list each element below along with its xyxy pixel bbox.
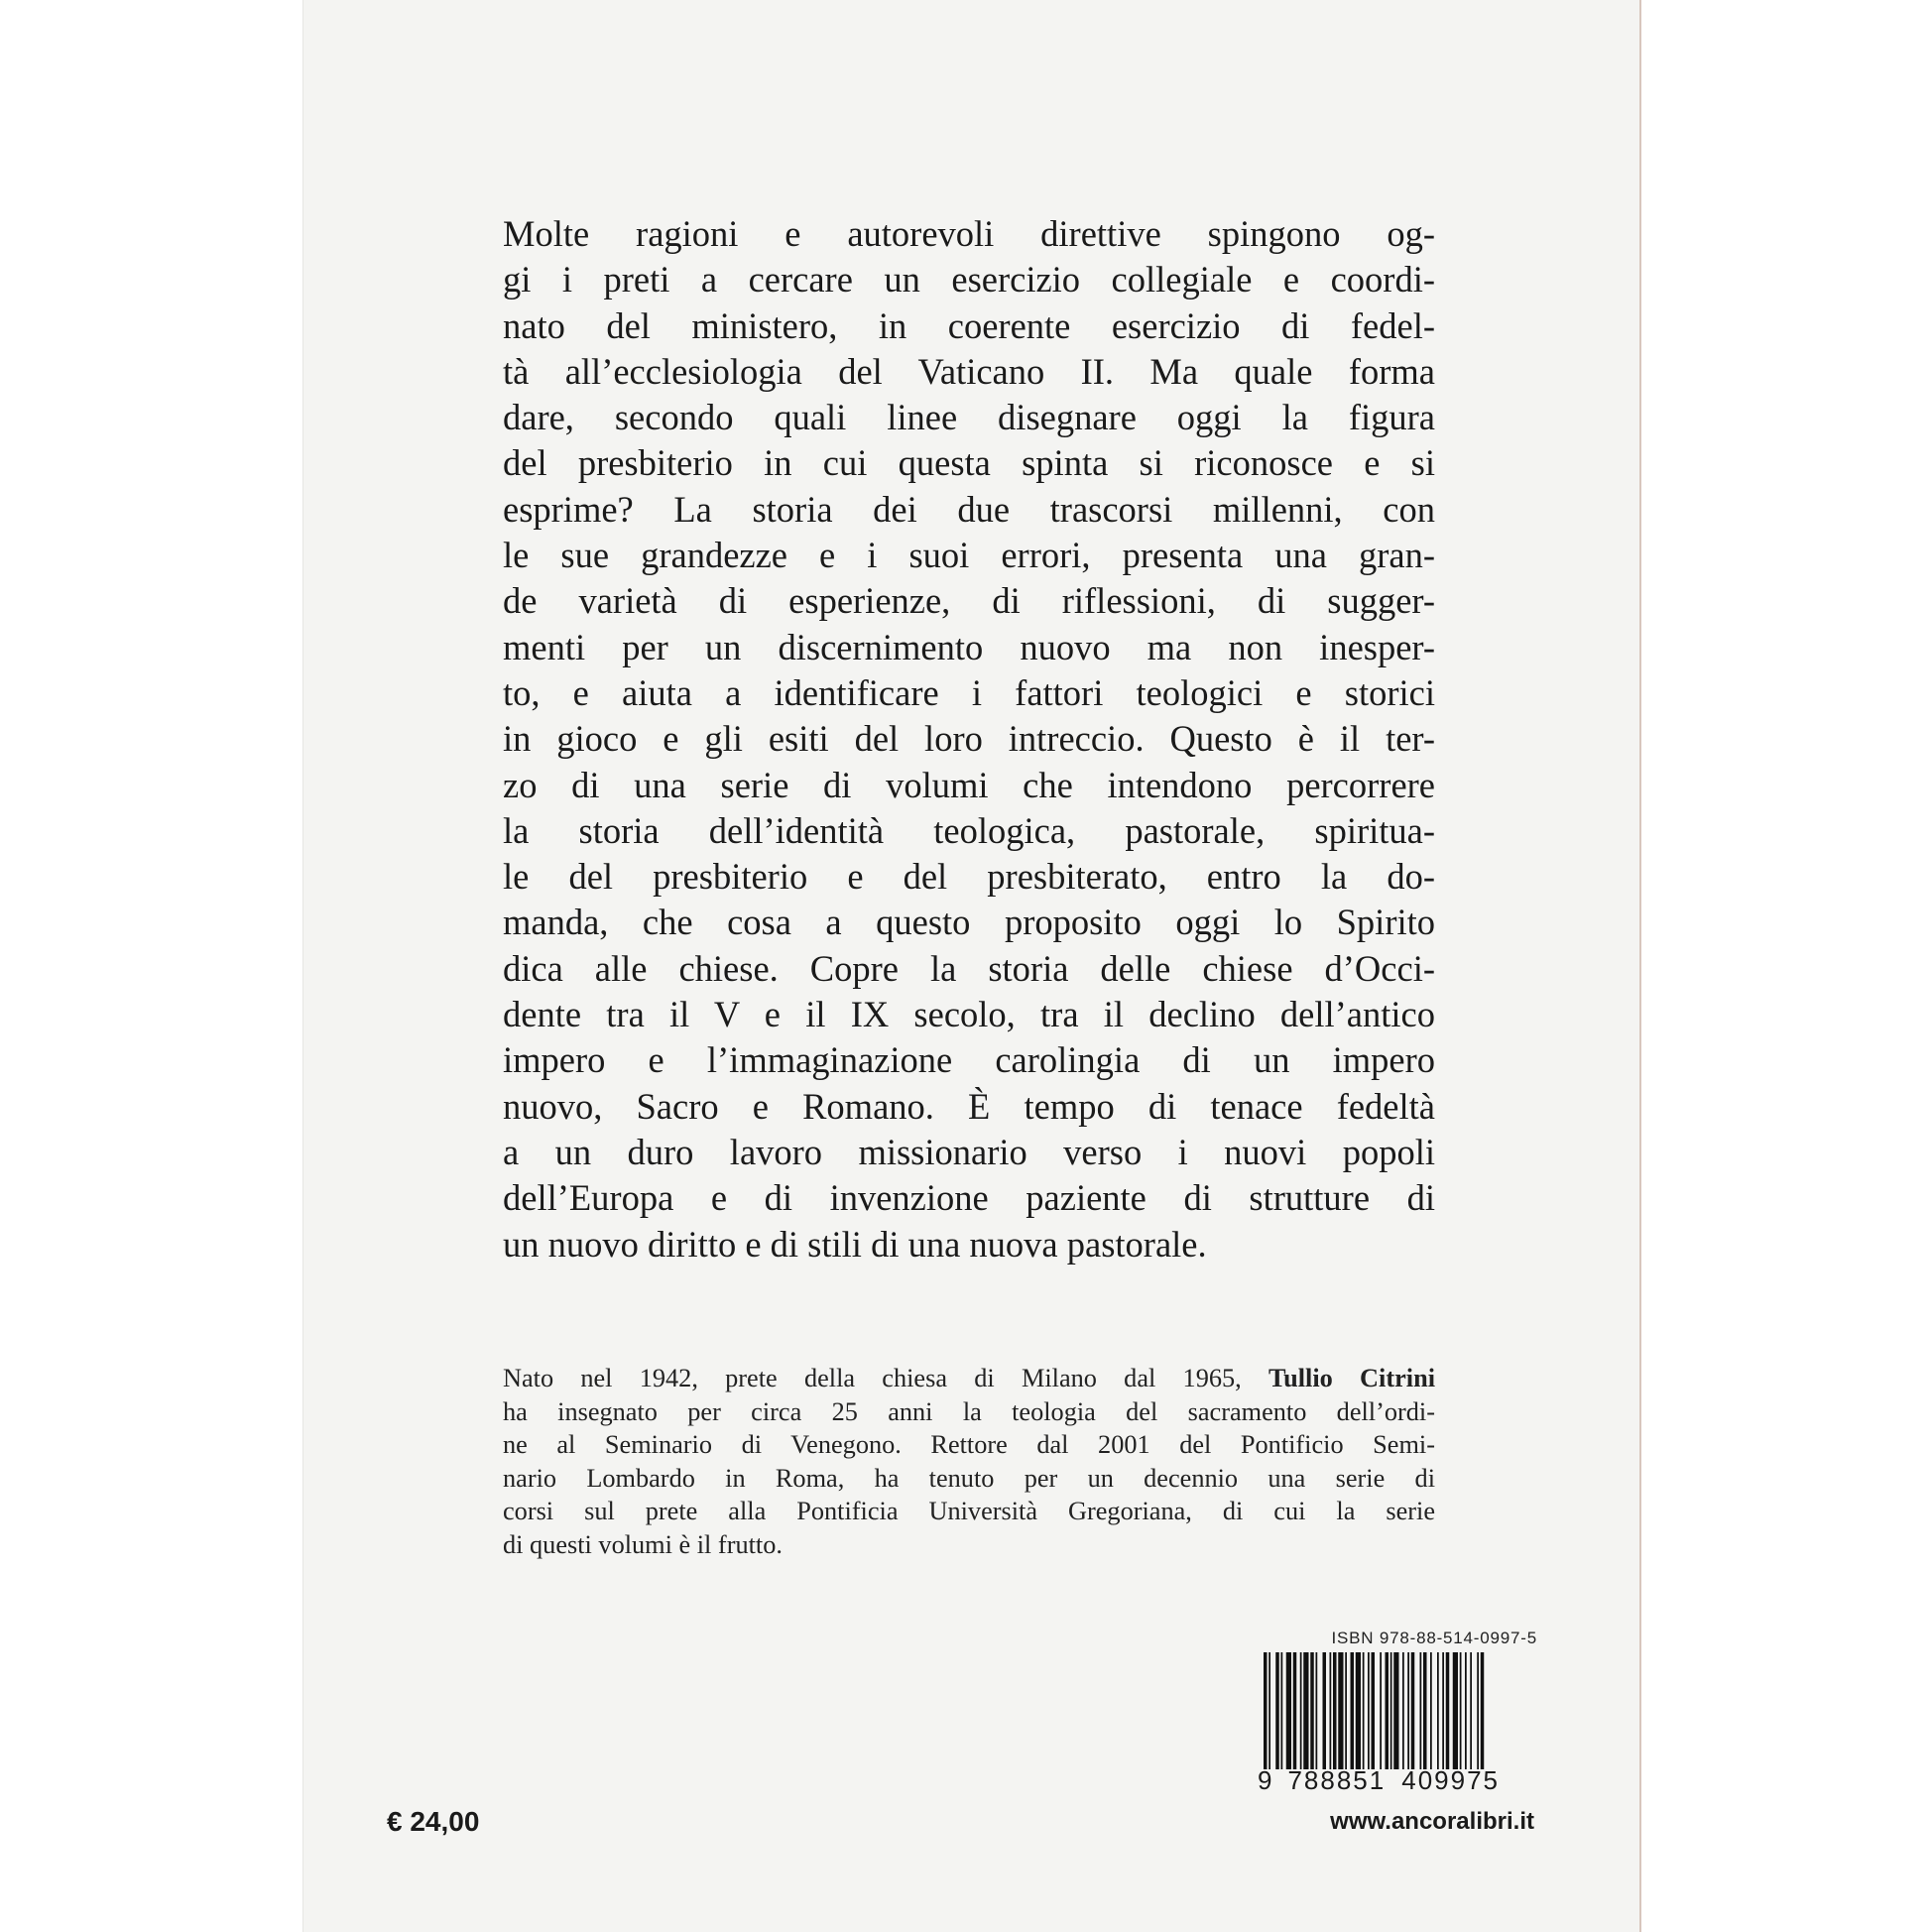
blurb-line: zo di una serie di volumi che intendono percorrere	[503, 764, 1435, 805]
blurb-line: le del presbiterio e del presbiterato, entro la do-	[503, 856, 1435, 898]
isbn-label: ISBN 978-88-514-0997-5	[1331, 1629, 1537, 1647]
blurb-line: dell’Europa e di invenzione paziente di strutture di	[503, 1177, 1435, 1219]
blurb-line: dica alle chiese. Copre la storia delle chiese d’Occi-	[503, 947, 1435, 989]
author-bio	[503, 1362, 1435, 1561]
publisher-website[interactable]: www.ancoralibri.it	[1330, 1808, 1534, 1835]
blurb-line: le sue grandezze e i suoi errori, presenta una gran-	[503, 535, 1435, 576]
blurb-line: tà all’ecclesiologia del Vaticano II. Ma quale forma	[503, 350, 1435, 392]
barcode-left-group: 788851	[1287, 1765, 1387, 1795]
author-bio-line: ne al Seminario di Venegono. Rettore dal 2001 del Pontificio Semi-	[503, 1430, 1435, 1459]
book-blurb	[503, 211, 1435, 1268]
blurb-line: in gioco e gli esiti del loro intreccio. Questo è il ter-	[503, 718, 1435, 760]
barcode-icon	[1260, 1652, 1537, 1771]
blurb-line: dare, secondo quali linee disegnare oggi la figura	[503, 397, 1435, 438]
author-name: Tullio Citrini	[1268, 1364, 1435, 1392]
blurb-line: gi i preti a cercare un esercizio collegiale e coordi-	[503, 259, 1435, 301]
blurb-line: esprime? La storia dei due trascorsi millenni, con	[503, 488, 1435, 530]
barcode-first-digit: 9	[1258, 1765, 1274, 1795]
blurb-line: dente tra il V e il IX secolo, tra il declino dell’antico	[503, 994, 1435, 1035]
blurb-line: de varietà di esperienze, di riflessioni, di sugger-	[503, 580, 1435, 622]
author-bio-line: di questi volumi è il frutto.	[503, 1529, 783, 1559]
blurb-line: un nuovo diritto e di stili di una nuova pastorale.	[503, 1223, 1207, 1265]
author-bio-intro: Nato nel 1942, prete della chiesa di Milano dal 1965,	[503, 1364, 1242, 1392]
blurb-line: nuovo, Sacro e Romano. È tempo di tenace fedeltà	[503, 1085, 1435, 1127]
barcode-digits	[1258, 1765, 1537, 1796]
blurb-line: to, e aiuta a identificare i fattori teologici e storici	[503, 671, 1435, 713]
price-label: € 24,00	[387, 1806, 480, 1837]
blurb-line: Molte ragioni e autorevoli direttive spingono og-	[503, 213, 1435, 254]
author-bio-line	[503, 1362, 1435, 1395]
barcode-right-group: 409975	[1401, 1765, 1500, 1795]
blurb-line: del presbiterio in cui questa spinta si riconosce e si	[503, 442, 1435, 484]
author-bio-line: corsi sul prete alla Pontificia Università Gregoriana, di cui la serie	[503, 1497, 1435, 1525]
blurb-line: la storia dell’identità teologica, pastorale, spiritua-	[503, 809, 1435, 851]
author-bio-line: ha insegnato per circa 25 anni la teologia del sacramento dell’ordi-	[503, 1396, 1435, 1426]
blurb-line: manda, che cosa a questo proposito oggi lo Spirito	[503, 902, 1435, 943]
blurb-line: menti per un discernimento nuovo ma non inesper-	[503, 626, 1435, 667]
blurb-line: impero e l’immaginazione carolingia di un impero	[503, 1039, 1435, 1081]
author-bio-line: nario Lombardo in Roma, ha tenuto per un decennio una serie di	[503, 1463, 1435, 1493]
blurb-line: a un duro lavoro missionario verso i nuovi popoli	[503, 1131, 1435, 1172]
blurb-line: nato del ministero, in coerente esercizio di fedel-	[503, 304, 1435, 346]
